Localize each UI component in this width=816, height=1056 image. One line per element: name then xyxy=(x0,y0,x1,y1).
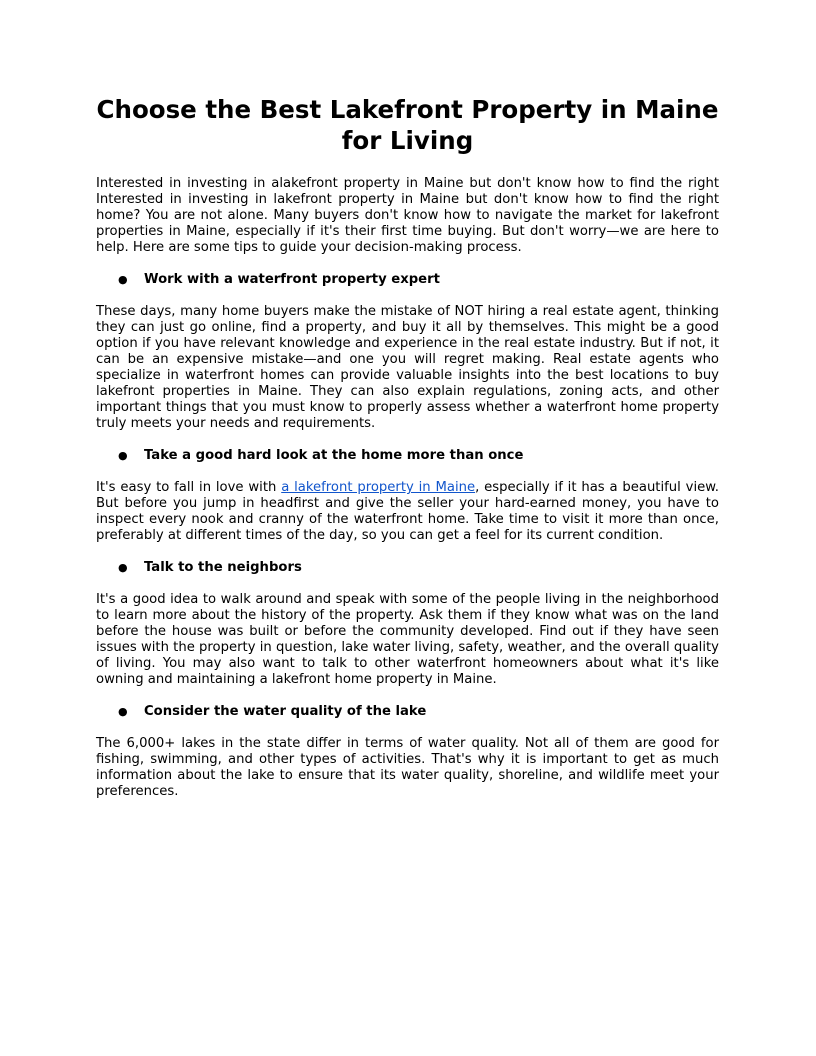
bullet-icon: ● xyxy=(118,449,128,462)
section-body-inspect xyxy=(96,480,719,544)
section-heading-text: Work with a waterfront property expert xyxy=(144,272,440,287)
bullet-icon: ● xyxy=(118,273,128,286)
section-body-water-quality: The 6,000+ lakes in the state differ in terms of water quality. Not all of them are good for fishing, swimming, and other types of activities. That's why it is important to get as much information about the lake to ensure that its water quality, shoreline, and wildlife meet your preferences. xyxy=(96,736,719,799)
bullet-icon: ● xyxy=(118,705,128,718)
section-heading-inspect xyxy=(96,448,719,464)
section-heading-water-quality xyxy=(96,704,719,720)
intro-paragraph: Interested in investing in alakefront property in Maine but don't know how to find the right Interested in investing in lakefront property in Maine but don't know how to find the right home? You are not alone. Many buyers don't know how to navigate the market for lakefront properties in Maine, especially if it's their first time buying. But don't worry—we are here to help. Here are some tips to guide your decision-making process. xyxy=(96,176,719,255)
section-heading-expert xyxy=(96,272,719,288)
section-heading-text: Talk to the neighbors xyxy=(144,560,302,575)
bullet-icon: ● xyxy=(118,561,128,574)
page-title: Choose the Best Lakefront Property in Maine for Living xyxy=(96,95,719,155)
section-heading-text: Take a good hard look at the home more than once xyxy=(144,448,524,463)
section-heading-neighbors xyxy=(96,560,719,576)
body-text-after-link: , especially if it has a beautiful view. But before you jump in headfirst and give the seller your hard-earned money, you have to inspect every nook and cranny of the waterfront home. Take time to visit it more than once, preferably at different times of the day, so you can get a feel for its current condition. xyxy=(96,480,719,543)
section-body-neighbors: It's a good idea to walk around and speak with some of the people living in the neighborhood to learn more about the history of the property. Ask them if they know what was on the land before the house was built or before the community developed. Find out if they have seen issues with the property in question, lake water living, safety, weather, and the overall quality of living. You may also want to talk to other waterfront homeowners about what it's like owning and maintaining a lakefront home property in Maine. xyxy=(96,592,719,687)
body-text-before-link: It's easy to fall in love with xyxy=(96,480,282,495)
document-page xyxy=(96,94,719,800)
lakefront-property-link[interactable]: a lakefront property in Maine xyxy=(281,480,476,495)
section-body-expert: These days, many home buyers make the mistake of NOT hiring a real estate agent, thinking they can just go online, find a property, and buy it all by themselves. This might be a good option if you have relevant knowledge and experience in the real estate industry. But if not, it can be an expensive mistake—and one you will regret making. Real estate agents who specialize in waterfront homes can provide valuable insights into the best locations to buy lakefront properties in Maine. They can also explain regulations, zoning acts, and other important things that you must know to properly assess whether a waterfront home property truly meets your needs and requirements. xyxy=(96,304,719,431)
section-heading-text: Consider the water quality of the lake xyxy=(144,704,427,719)
